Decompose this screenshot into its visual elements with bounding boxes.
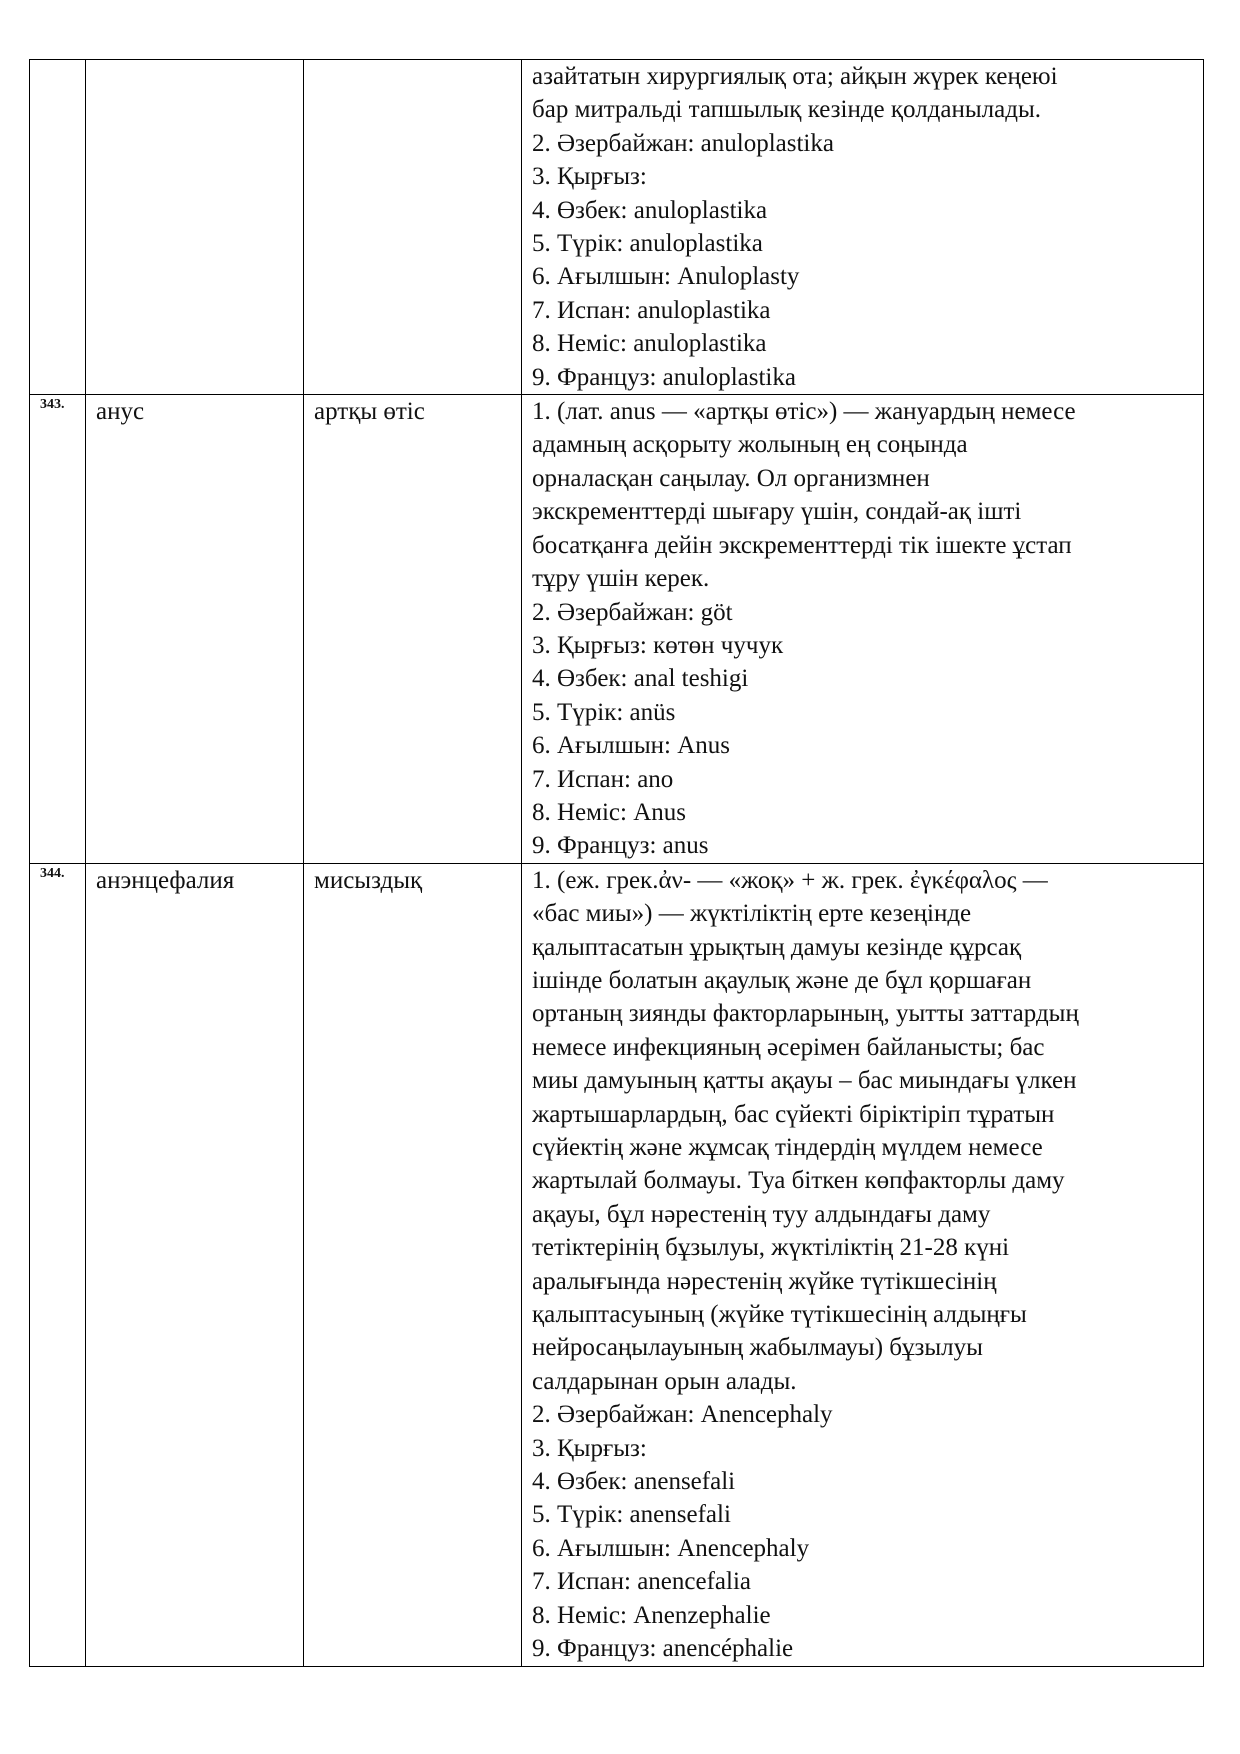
term-cell (86, 395, 304, 864)
entry-number-cell (30, 863, 86, 1666)
definition-line: 1. (лат. anus — «артқы өтіс») — жануардың немесе (532, 398, 1076, 426)
term-text: анэнцефалия (96, 866, 235, 894)
definition-line: салдарынан орын алады. (532, 1367, 797, 1395)
definition-line: миы дамуының қатты ақауы – бас миындағы үлкен (532, 1067, 1077, 1095)
definition-line: тетіктерінің бұзылуы, жүктіліктің 21-28 күні (532, 1234, 1010, 1262)
translation-text: мисыздық (314, 866, 423, 894)
definition-line: қалыптасатын ұрықтың дамуы кезінде құрсақ (532, 933, 1022, 961)
definition-line: 3. Қырғыз: (532, 163, 647, 191)
definition-line: 2. Әзербайжан: göt (532, 598, 733, 626)
entry-number: 344. (40, 865, 65, 881)
definition-line: 2. Әзербайжан: Anencephaly (532, 1401, 833, 1429)
definition-line: 6. Ағылшын: Anus (532, 732, 730, 760)
definition-line: экскременттерді шығару үшін, сондай-ақ ішті (532, 498, 1022, 526)
dictionary-table (29, 59, 1204, 1667)
translation-cell (304, 863, 522, 1666)
definition-line: 3. Қырғыз: көтөн чучук (532, 631, 784, 659)
definition-line: 6. Ағылшын: Anuloplasty (532, 263, 800, 291)
definition-line: 5. Түрік: anuloplastika (532, 230, 763, 258)
definition-line: 9. Француз: anencéphalie (532, 1635, 794, 1663)
definition-line: ішінде болатын ақаулық және де бұл қоршаған (532, 966, 1032, 994)
definition-line: 7. Испан: anuloplastika (532, 296, 771, 324)
translation-cell (304, 60, 522, 395)
term-cell (86, 60, 304, 395)
definition-line: тұру үшін керек. (532, 565, 710, 593)
translation-text: артқы өтіс (314, 398, 425, 426)
table-row (30, 395, 1204, 864)
definition-line: қалыптасуының (жүйке түтікшесінің алдыңғы (532, 1301, 1027, 1329)
definition-line: ақауы, бұл нәрестенің туу алдындағы даму (532, 1200, 991, 1228)
table-row (30, 863, 1204, 1666)
definition-line: босатқанға дейін экскременттерді тік ішекте ұстап (532, 531, 1072, 559)
entry-number (40, 60, 79, 62)
definition-line: 2. Әзербайжан: anuloplastika (532, 129, 834, 157)
term-cell (86, 863, 304, 1666)
definition-cell (522, 863, 1204, 1666)
definition-line: 5. Түрік: anüs (532, 698, 676, 726)
entry-number-cell (30, 395, 86, 864)
translation-cell (304, 395, 522, 864)
definition-line: 5. Түрік: anensefali (532, 1501, 731, 1529)
definition-line: 8. Неміс: anuloplastika (532, 330, 767, 358)
definition-line: 9. Француз: anuloplastika (532, 363, 796, 391)
entry-number: 343. (40, 397, 65, 413)
definition-line: «бас миы») — жүктіліктің ерте кезеңінде (532, 900, 972, 928)
definition-line: 7. Испан: ano (532, 765, 674, 793)
definition-line: жартышарлардың, бас сүйекті біріктіріп тұратын (532, 1100, 1055, 1128)
definition-line: 4. Өзбек: anensefali (532, 1468, 736, 1496)
definition-line: бар митральді тапшылық кезінде қолданылады. (532, 96, 1042, 124)
definition-line: немесе инфекцияның әсерімен байланысты; бас (532, 1033, 1045, 1061)
definition-line: ортаның зиянды факторларының, уытты заттардың (532, 1000, 1079, 1028)
definition-line: адамның асқорыту жолының ең соңында (532, 431, 968, 459)
definition-line: жартылай болмауы. Туа біткен көпфакторлы даму (532, 1167, 1065, 1195)
definition-line: 8. Неміс: Anus (532, 798, 686, 826)
definition-line: нейросаңылауының жабылмауы) бұзылуы (532, 1334, 983, 1362)
definition-line: 1. (еж. грек.ἀν- — «жоқ» + ж. грек. ἐγκέφαλος — (532, 866, 1048, 894)
definition-cell (522, 395, 1204, 864)
definition-line: 6. Ағылшын: Anencephaly (532, 1534, 810, 1562)
definition-line: орналасқан саңылау. Ол организмнен (532, 464, 930, 492)
definition-line: азайтатын хирургиялық ота; айқын жүрек кеңеюі (532, 63, 1058, 90)
definition-line: сүйектің және жұмсақ тіндердің мүлдем немесе (532, 1134, 1043, 1161)
definition-line: 9. Француз: anus (532, 832, 709, 860)
dictionary-page (29, 59, 1203, 1667)
definition-line: 3. Қырғыз: (532, 1434, 647, 1462)
definition-cell (522, 60, 1204, 395)
definition-line: 8. Неміс: Anenzephalie (532, 1601, 771, 1629)
table-row (30, 60, 1204, 395)
definition-line: 4. Өзбек: anuloplastika (532, 196, 768, 224)
definition-line: аралығында нәрестенің жүйке түтікшесінің (532, 1267, 997, 1295)
term-text: анус (96, 398, 145, 426)
entry-number-cell (30, 60, 86, 395)
definition-line: 4. Өзбек: anal teshigi (532, 665, 749, 693)
definition-line: 7. Испан: anencefalia (532, 1568, 751, 1596)
